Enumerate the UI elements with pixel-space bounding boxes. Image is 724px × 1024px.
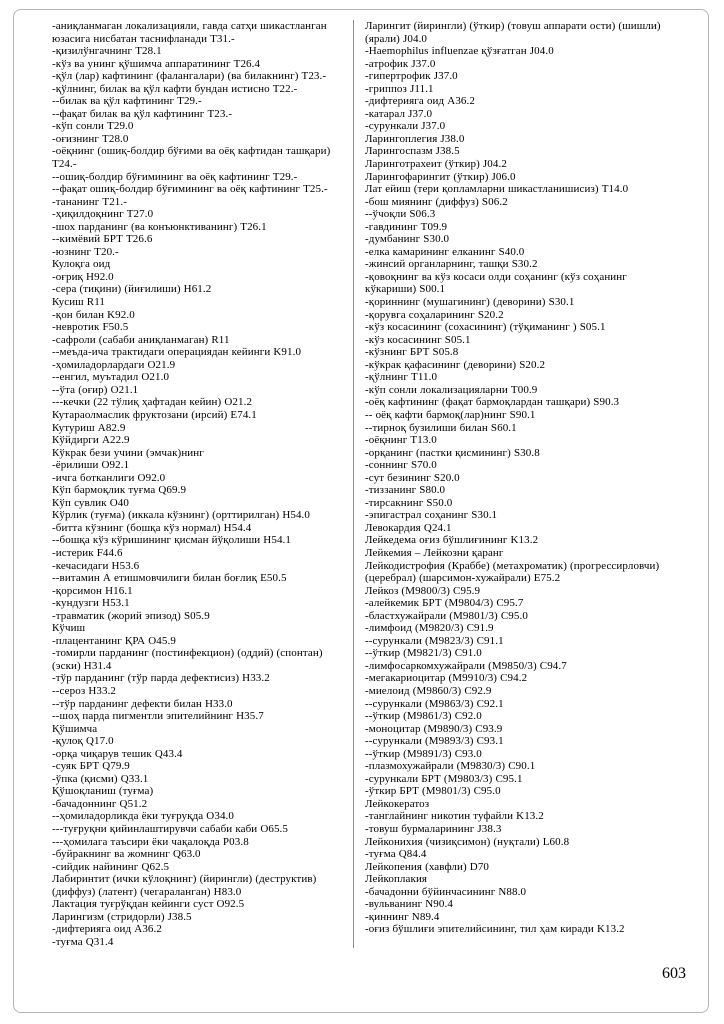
index-entry: Кўкрак бези учини (эмчак)нинг [52,446,204,459]
index-entry: --ўткир (M9861/3) C92.0 [365,710,482,723]
index-entry: -ёрилиши O92.1 [52,459,130,472]
index-entry: -туғма Q31.4 [52,935,114,948]
index-entry: -сурункали БРТ (M9803/3) C95.1 [365,772,523,785]
index-entry: -кўп сонли локализацияларни T00.9 [365,383,538,396]
index-entry: -кўп сонли T29.0 [52,120,134,133]
index-entry: -кўз косасининг S05.1 [365,333,471,346]
index-entry: -бачадонни бўйинчасининг N88.0 [365,885,527,898]
index-entry: -тананинг T21.- [52,195,128,208]
index-entry: -дифтерияга оид A36.2 [52,923,162,936]
index-entry: -миелоид (M9860/3) C92.9 [365,684,492,697]
index-entry: -оёқнинг T13.0 [365,434,437,447]
index-entry: Кўйдирги A22.9 [52,434,130,447]
index-entry: --бошқа кўз кўришининг қисман йўқолиши H54.1 [52,534,291,547]
index-entry: ---ҳомилага таъсири ёки чақалоқда P03.8 [52,835,249,848]
index-entry: -қорувга соҳаларининг S20.2 [365,308,504,321]
index-entry: Ларингоспазм J38.5 [365,145,460,158]
index-entry: -бош миянинг (диффуз) S06.2 [365,195,508,208]
index-entry: Лейконихия (чизиқсимон) (нуқтали) L60.8 [365,835,570,848]
index-entry: --сурункали (M9863/3) C92.1 [365,697,504,710]
index-entry: Лактация туғрўқдан кейинги суст O92.5 [52,898,245,911]
index-entry: -қўлнинг T11.0 [365,371,438,384]
column-divider [353,20,354,948]
index-entry: -ҳомиладорлардаги O21.9 [52,358,176,371]
index-entry: -оёқ кафтининг (фақат бармоқлардан ташқари) S90.3 [365,396,620,409]
index-entry: --сурункали (M9893/3) C93.1 [365,735,504,748]
index-entry: -плазмохужайрали (M9830/3) C90.1 [365,760,536,773]
index-entry: Кутараолмаслик фруктозани (ирсий) E74.1 [52,408,257,421]
index-entry: -невротик F50.5 [52,321,129,334]
index-entry: --витамин А етишмовчилиги билан боғлиқ E50.5 [52,572,287,585]
index-entry: -моноцитар (M9890/3) C93.9 [365,722,503,735]
index-entry: -қон билан K92.0 [52,308,135,321]
index-entry: -кундузги H53.1 [52,597,130,610]
index-entry: --шоҳ парда пигментли эпителийнинг H35.7 [52,710,264,723]
index-entry: -суяк БРТ Q79.9 [52,760,130,773]
index-column-right [365,20,665,948]
index-entry: -туғма Q84.4 [365,848,427,861]
index-entry: -дифтерияга оид A36.2 [365,95,475,108]
index-entry: Левокардия Q24.1 [365,521,452,534]
page-number: 603 [662,965,686,982]
index-entry: -тирсакнинг S50.0 [365,496,453,509]
index-entry: -сурункали J37.0 [365,120,446,133]
index-entry: -эпигастрал соҳанинг S30.1 [365,509,498,522]
index-entry: -Haemophilus influenzae қўзғатган J04.0 [365,45,554,58]
index-entry: -буйракнинг ва жомнинг Q63.0 [52,848,201,861]
index-entry: -- оёқ кафти бармоқ(лар)нинг S90.1 [365,408,536,421]
index-entry: -кўзнинг БРТ S05.8 [365,346,459,359]
index-entry: Лат ейиш (тери қопламларни шикастланишисиз) T14.0 [365,183,629,196]
index-entry: -ўпка (қисми) Q33.1 [52,772,149,785]
index-entry: -алейкемик БРТ (M9804/3) C95.7 [365,597,524,610]
index-entry: -оёқнинг (ошиқ-болдир бўғими ва оёқ кафтидан ташқари) T24.- [52,145,331,171]
index-entry: -вульванинг N90.4 [365,898,453,911]
index-entry: Лейкоз (M9800/3) C95.9 [365,584,481,597]
index-entry: --ўткир (M9891/3) C93.0 [365,747,482,760]
index-entry: Кутуриш A82.9 [52,421,126,434]
index-entry: --фақат билак ва қўл кафтининг T23.- [52,107,233,120]
index-entry: -жинсий органларнинг, ташқи S30.2 [365,258,538,271]
index-entry: -истерик F44.6 [52,546,123,559]
index-entry: -шох парданинг (ва конъюнктиванинг) T26.1 [52,220,267,233]
index-entry: -атрофик J37.0 [365,57,436,70]
index-entry: -қизилўнгачнинг T28.1 [52,45,162,58]
index-entry: --билак ва қўл кафтининг T29.- [52,95,202,108]
index-entry: -қориннинг (мушагининг) (деворини) S30.1 [365,296,575,309]
index-entry: Ларингит (йирингли) (ўткир) (товуш аппарати ости) (шишли) (ярали) J04.0 [365,20,661,45]
index-entry: Кусиш R11 [52,296,106,309]
index-entry: -оғриқ H92.0 [52,270,114,283]
index-entry: --енгил, муътадил O21.0 [52,371,170,384]
index-entry: --фақат ошиқ-болдир бўғимининг ва оёқ кафтининг T25.- [52,183,328,196]
index-entry: -гриппоз J11.1 [365,82,434,95]
index-entry: -қорсимон H16.1 [52,584,133,597]
index-entry: -сера (тиқини) (йиғилиши) H61.2 [52,283,212,296]
index-entry: -оғиз бўшлиғи эпителийсининг, тил ҳам киради K13.2 [365,923,625,936]
index-entry: ---туғруқни қийинлаштирувчи сабаби каби O65.5 [52,823,289,835]
index-entry: -аниқланмаган локализацияли, гавда сатҳи шикастланган юзасига нисбатан таснифланади T31.- [52,20,327,45]
index-entry: -думбанинг S30.0 [365,233,450,246]
index-entry: --ўчоқли S06.3 [365,208,436,221]
index-entry: Лейкедема оғиз бўшлиғининг K13.2 [365,534,539,547]
index-entry: Лейкемия – Лейкозни қаранг [365,546,504,559]
index-entry: Лейкоплакия [365,873,428,886]
index-entry: -қулоқ Q17.0 [52,735,114,748]
index-entry: Кўп сувлик O40 [52,496,129,509]
index-entry: -қовоқнинг ва кўз косаси олди соҳанинг (кўз соҳанинг кўкариши) S00.1 [365,270,627,296]
index-entry: -кўз косасининг (сохасининг) (тўқиманинг ) S05.1 [365,321,606,334]
index-entry: -юзнинг T20.- [52,245,119,258]
index-columns [52,20,665,948]
index-entry: -қиннинг N89.4 [365,910,440,923]
index-entry: Лейкокератоз [365,797,430,810]
index-entry: -ичга ботканлиги O92.0 [52,471,166,484]
index-entry: -тўр парданинг (тўр парда дефектисиз) H33.2 [52,672,270,685]
index-entry: --меъда-ича трактидаги операциядан кейинги K91.0 [52,346,302,359]
index-entry: -тиззанинг S80.0 [365,484,446,497]
index-entry: Ларингофарингит (ўткир) J06.0 [365,170,516,183]
index-column-left [52,20,352,948]
index-entry: -сийдик найининг Q62.5 [52,860,170,873]
index-entry: --тирноқ бузилиши билан S60.1 [365,421,517,434]
index-entry: -бачадоннинг Q51.2 [52,797,148,810]
index-entry: --тўр парданинг дефекти билан H33.0 [52,697,233,710]
index-entry: Ларинготрахеит (ўткир) J04.2 [365,158,507,171]
index-entry: Кўп бармоқлик туғма Q69.9 [52,484,187,497]
index-entry: Ларингоплегия J38.0 [365,132,465,145]
index-entry: -орқанинг (пастки қисмининг) S30.8 [365,446,540,459]
index-entry: -плацентанинг ҚРА O45.9 [52,634,176,647]
index-entry: --ҳомиладорликда ёки туғруқда O34.0 [52,810,234,823]
index-entry: --кимёвий БРТ T26.6 [52,233,153,246]
index-entry: -лимфоид (M9820/3) C91.9 [365,622,494,635]
index-entry: -лимфосаркомхужайрали (M9850/3) C94.7 [365,659,567,672]
index-entry: -товуш бурмаларининг J38.3 [365,823,502,835]
index-entry: -орқа чиқарув тешик Q43.4 [52,747,183,760]
index-entry: -гипертрофик J37.0 [365,70,458,83]
index-entry: -кўз ва унинг қўшимча аппаратининг T26.4 [52,57,261,70]
index-entry: Ларингизм (стридорли) J38.5 [52,910,192,923]
index-entry: Лабиринтит (ички кўлоқнинг) (йирингли) (деструктив) (диффуз) (латент) (чегараланган) H83.0 [52,873,317,898]
index-entry: -бластхужайрали (M9801/3) C95.0 [365,609,528,622]
index-entry: -соннинг S70.0 [365,459,437,472]
index-entry: ---кечки (22 тўлиқ ҳафтадан кейин) O21.2 [52,396,253,409]
index-entry: --ошиқ-болдир бўғимининг ва оёқ кафтининг T29.- [52,170,298,183]
index-entry: -катарал J37.0 [365,107,433,120]
index-entry: -сафроли (сабаби аниқланмаган) R11 [52,333,230,346]
index-entry: -қўлнинг, билак ва қўл кафти бундан истисно T22.- [52,82,298,95]
index-entry: --ўта (оғир) O21.1 [52,383,139,396]
index-entry: Кўрлик (туғма) (иккала кўзнинг) (орттирилган) H54.0 [52,509,311,522]
index-entry: -ҳиқилдоқнинг T27.0 [52,208,154,221]
index-entry: Қўшоқланиш (туғма) [52,785,154,798]
index-entry: -оғизнинг T28.0 [52,132,129,145]
index-entry: -мегакариоцитар (M9910/3) C94.2 [365,672,528,685]
index-entry: -танглайнинг никотин туфайли K13.2 [365,810,544,823]
index-entry: -битта кўзнинг (бошқа кўз нормал) H54.4 [52,521,252,534]
index-entry: -томирли парданинг (постинфекцион) (оддий) (спонтан) (эски) H31.4 [52,647,323,672]
index-entry: --сероз H33.2 [52,684,117,697]
index-entry: Қўшимча [52,722,98,735]
index-entry: --сурункали (M9823/3) C91.1 [365,634,504,647]
index-entry: -кечасидаги H53.6 [52,559,140,572]
index-entry: Лейкопения (хавфли) D70 [365,860,490,873]
index-entry: -ўткир БРТ (M9801/3) C95.0 [365,785,501,798]
index-entry: Кўчиш [52,622,86,635]
index-entry: -қўл (лар) кафтининг (фалангалари) (ва билакнинг) T23.- [52,70,327,83]
index-entry: -сут безининг S20.0 [365,471,460,484]
index-entry: -гавдининг T09.9 [365,220,448,233]
index-entry: Кулоқга оид [52,258,111,271]
index-entry: -травматик (жорий эпизод) S05.9 [52,609,210,622]
index-entry: --ўткир (M9821/3) C91.0 [365,647,482,660]
index-entry: -кўкрак қафасининг (деворини) S20.2 [365,358,546,371]
index-entry: Лейкодистрофия (Краббе) (метахроматик) (прогрессирловчи) (церебрал) (шарсимон-хужайрали) E75.2 [365,559,660,585]
index-entry: -елка камарининг елканинг S40.0 [365,245,525,258]
